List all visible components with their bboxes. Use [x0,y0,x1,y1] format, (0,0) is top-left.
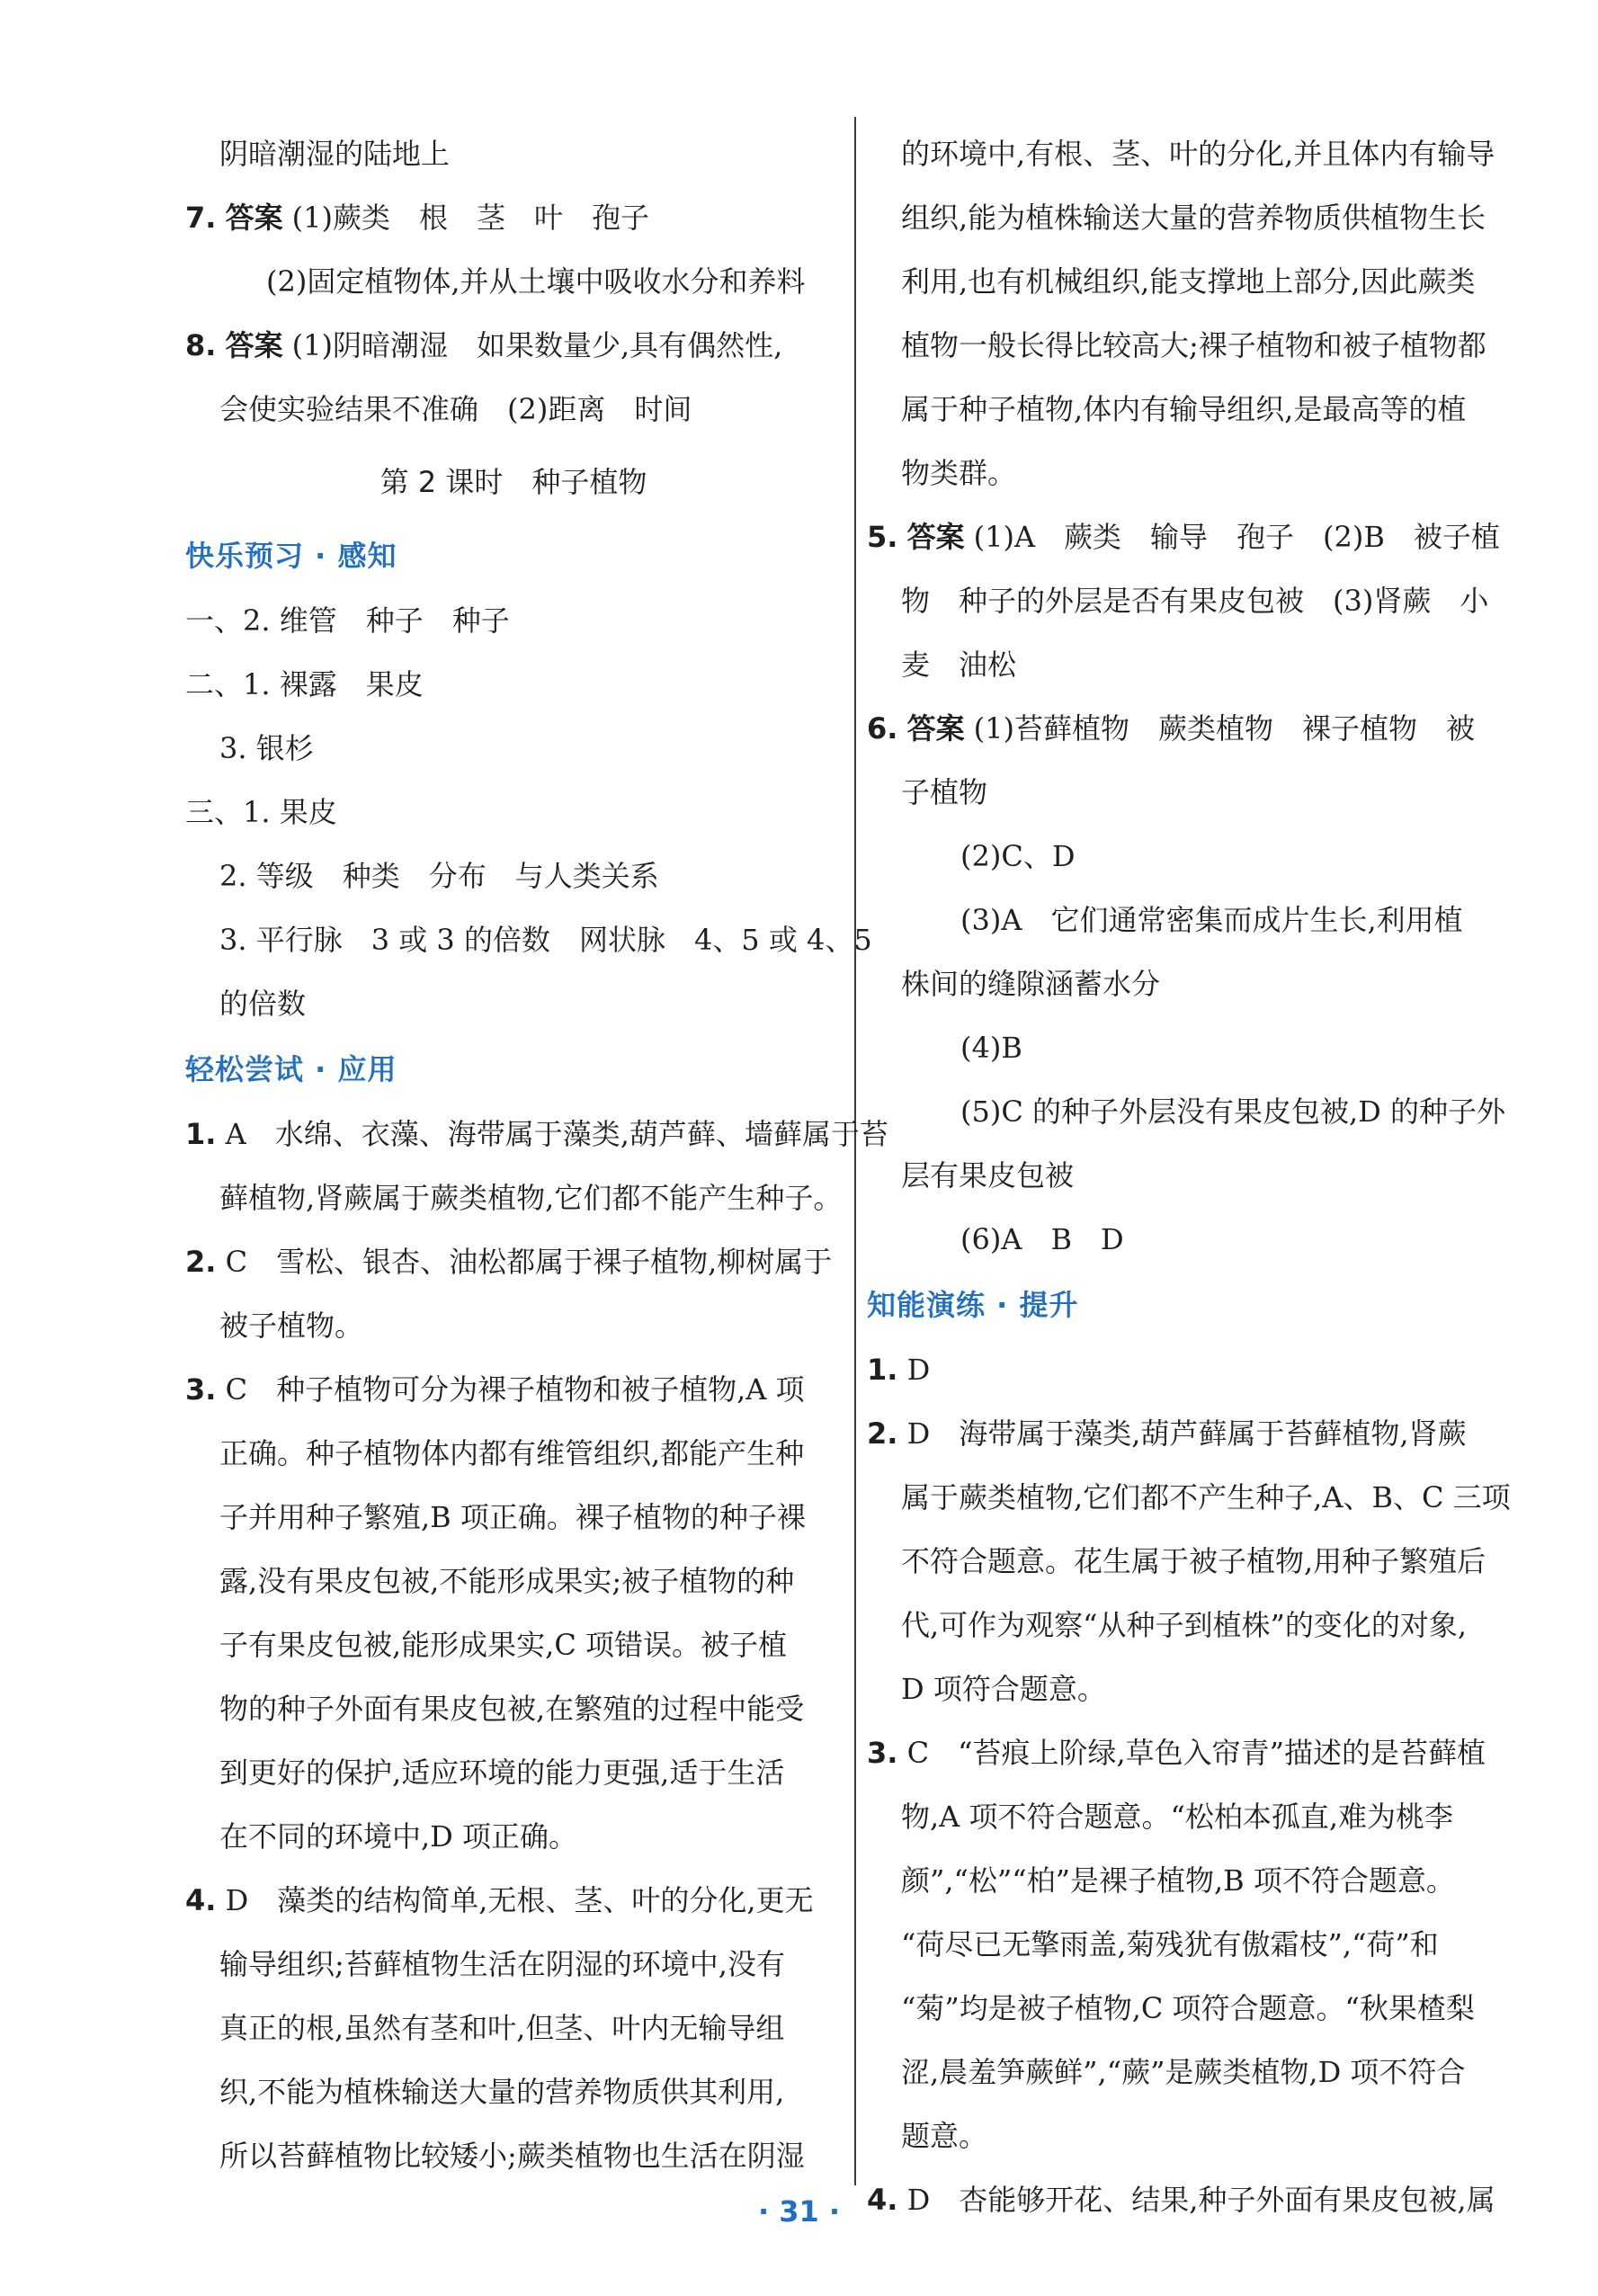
answer-8 [185,314,842,378]
answer-text: (1)阴暗潮湿 如果数量少,具有偶然性, [291,328,783,362]
page-number: · 31 · [757,2194,841,2229]
page-number-value: 31 [779,2194,819,2229]
answer-keyword: 答案 [906,520,965,554]
text-line: (4)B [960,1031,1022,1065]
text-line: (6)A B D [960,1222,1124,1256]
text-line: 3. 银杉 [219,731,314,765]
text-line: 阴暗潮湿的陆地上 [219,137,451,171]
text-line: 藓植物,肾蕨属于蕨类植物,它们都不能产生种子。 [219,1181,843,1215]
question-number: 5. [867,520,898,554]
answer-6 [867,697,1523,761]
answer-text: D 海带属于藻类,葫芦藓属于苔藓植物,肾蕨 [906,1416,1467,1451]
text-line: 所以苔藓植物比较矮小;蕨类植物也生活在阴湿 [219,2139,805,2173]
answer-text: D 藻类的结构简单,无根、茎、叶的分化,更无 [225,1883,814,1917]
text-line: 正确。种子植物体内都有维管组织,都能产生种 [219,1436,805,1470]
text-line: 一、2. 维管 种子 种子 [185,603,510,638]
text-line: 的倍数 [219,987,307,1021]
question-number: 3. [185,1372,217,1407]
text-line: (2)C、D [960,839,1076,873]
text-line: 物类群。 [901,456,1017,490]
text-line: 的环境中,有根、茎、叶的分化,并且体内有输导 [901,137,1495,171]
answer-2 [867,1402,1523,1466]
answer-text: C “苔痕上阶绿,草色入帘青”描述的是苔藓植 [906,1736,1486,1770]
text-line: 在不同的环境中,D 项正确。 [219,1819,578,1854]
text-line: 会使实验结果不准确 (2)距离 时间 [219,392,692,426]
answer-1 [867,1338,1523,1402]
answer-2 [185,1230,842,1294]
text-line: 组织,能为植株输送大量的营养物质供植物生长 [901,201,1486,235]
answer-text: (1)A 蕨类 输导 孢子 (2)B 被子植 [973,520,1500,554]
text-line: 不符合题意。花生属于被子植物,用种子繁殖后 [901,1544,1486,1578]
answer-5 [867,505,1523,569]
text-line: 2. 等级 种类 分布 与人类关系 [219,859,659,893]
text-line: 麦 油松 [901,648,1017,682]
text-line: 代,可作为观察“从种子到植株”的变化的对象, [901,1608,1468,1642]
question-number: 2. [185,1245,217,1279]
text-line: (5)C 的种子外层没有果皮包被,D 的种子外 [960,1094,1505,1129]
text-line: 涩,晨羞笋蕨鲜”,“蕨”是蕨类植物,D 项不符合 [901,2055,1466,2089]
question-number: 4. [185,1883,217,1917]
question-number: 1. [867,1353,898,1387]
question-number: 8. [185,328,217,362]
text-line: 三、1. 果皮 [185,795,337,829]
section-heading: 轻松尝试 · 应用 [185,1052,397,1086]
text-line: (2)固定植物体,并从土壤中吸收水分和养料 [266,264,806,299]
text-line: 子有果皮包被,能形成果实,C 项错误。被子植 [219,1628,788,1662]
text-line: 属于种子植物,体内有输导组织,是最高等的植 [901,392,1467,426]
text-line: 属于蕨类植物,它们都不产生种子,A、B、C 三项 [901,1480,1511,1514]
text-line: D 项符合题意。 [901,1672,1106,1706]
answer-text: (1)蕨类 根 茎 叶 孢子 [291,201,649,235]
question-number: 4. [867,2183,898,2217]
text-line: 被子植物。 [219,1309,364,1343]
section-heading: 知能演练 · 提升 [867,1288,1079,1322]
question-number: 2. [867,1416,898,1451]
text-line: 题意。 [901,2119,988,2153]
text-line: “菊”均是被子植物,C 项符合题意。“秋果楂梨 [901,1991,1475,2025]
answer-text: A 水绵、衣藻、海带属于藻类,葫芦藓、墙藓属于苔 [225,1117,888,1151]
text-line: (3)A 它们通常密集而成片生长,利用植 [960,903,1463,937]
answer-keyword: 答案 [906,711,965,746]
answer-text: C 雪松、银杏、油松都属于裸子植物,柳树属于 [225,1245,833,1279]
text-line: 二、1. 裸露 果皮 [185,667,424,701]
text-line: 层有果皮包被 [901,1158,1075,1193]
text-line: 株间的缝隙涵蓄水分 [901,967,1161,1001]
answer-3 [185,1358,842,1422]
answer-text: C 种子植物可分为裸子植物和被子植物,A 项 [225,1372,805,1407]
section-heading: 快乐预习 · 感知 [185,539,397,573]
text-line: 到更好的保护,适应环境的能力更强,适于生活 [219,1756,785,1790]
text-line: 颜”,“松”“柏”是裸子植物,B 项不符合题意。 [901,1863,1455,1898]
text-line: 输导组织;苔藓植物生活在阴湿的环境中,没有 [219,1947,785,1981]
question-number: 6. [867,711,898,746]
column-divider [854,117,856,2185]
text-line: 真正的根,虽然有茎和叶,但茎、叶内无输导组 [219,2011,785,2045]
text-line: 子植物 [901,775,988,809]
text-line: 物,A 项不符合题意。“松柏本孤直,难为桃李 [901,1800,1453,1834]
text-line: 织,不能为植株输送大量的营养物质供其利用, [219,2075,785,2109]
text-line: “荷尽已无擎雨盖,菊残犹有傲霜枝”,“荷”和 [901,1927,1439,1961]
text-line: 露,没有果皮包被,不能形成果实;被子植物的种 [219,1564,795,1598]
answer-keyword: 答案 [225,328,283,362]
answer-text: D [906,1353,931,1387]
text-line: 3. 平行脉 3 或 3 的倍数 网状脉 4、5 或 4、5 [219,923,872,957]
text-line: 物的种子外面有果皮包被,在繁殖的过程中能受 [219,1692,805,1726]
answer-text: (1)苔藓植物 蕨类植物 裸子植物 被 [973,711,1475,746]
question-number: 7. [185,201,217,235]
right-column [867,122,1523,2232]
text-line: 植物一般长得比较高大;裸子植物和被子植物都 [901,328,1486,362]
question-number: 3. [867,1736,898,1770]
question-number: 1. [185,1117,217,1151]
left-column [185,122,888,2188]
answer-text: D 杏能够开花、结果,种子外面有果皮包被,属 [906,2183,1495,2217]
answer-4 [185,1869,842,1933]
lesson-title: 第 2 课时 种子植物 [379,465,647,499]
answer-3 [867,1721,1523,1785]
answer-7 [185,186,842,250]
text-line: 物 种子的外层是否有果皮包被 (3)肾蕨 小 [901,584,1489,618]
answer-1 [185,1103,888,1166]
text-line: 子并用种子繁殖,B 项正确。裸子植物的种子裸 [219,1500,806,1534]
answer-keyword: 答案 [225,201,283,235]
text-line: 利用,也有机械组织,能支撑地上部分,因此蕨类 [901,264,1476,299]
